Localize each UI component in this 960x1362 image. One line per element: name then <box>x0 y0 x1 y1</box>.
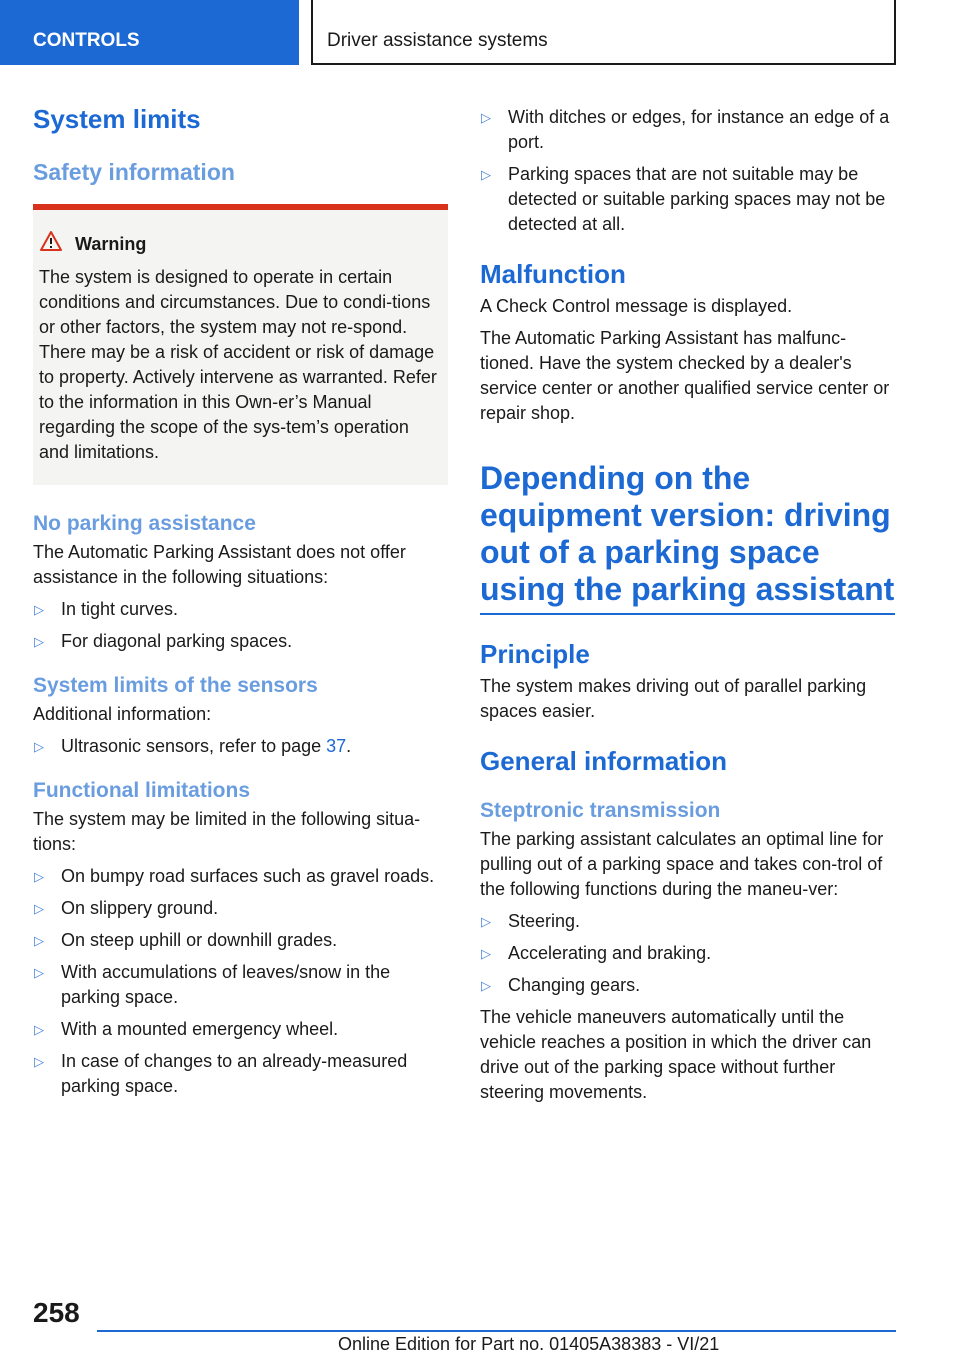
chapter-title-box <box>311 0 896 65</box>
list-item: ▷ On bumpy road surfaces such as gravel roads. <box>33 864 448 889</box>
triangle-bullet-icon: ▷ <box>34 901 44 916</box>
safety-information-heading: Safety information <box>33 159 235 185</box>
triangle-bullet-icon: ▷ <box>34 739 44 754</box>
sensor-list <box>33 734 448 759</box>
driving-out-heading: Depending on the equipment version: driving out of a parking space using the parking assistant <box>480 460 895 615</box>
triangle-bullet-icon: ▷ <box>481 946 491 961</box>
triangle-bullet-icon: ▷ <box>34 1054 44 1069</box>
list-item: ▷ Parking spaces that are not suitable may be detected or suitable parking spaces may not be detected at all. <box>481 164 886 234</box>
section-label: CONTROLS <box>33 30 140 51</box>
warning-box <box>33 204 448 485</box>
malfunction-text-1: A Check Control message is displayed. <box>480 296 793 316</box>
principle-text: The system makes driving out of parallel parking spaces easier. <box>480 676 867 721</box>
no-parking-list <box>33 597 448 654</box>
general-list <box>480 909 895 998</box>
general-intro: The parking assistant calculates an optimal line for pulling out of a parking space and takes con-trol of the following functions during the maneu-ver: <box>480 829 884 899</box>
no-parking-intro: The Automatic Parking Assistant does not offer assistance in the following situations: <box>33 542 406 587</box>
edition-text: Online Edition for Part no. 01405A38383 - VI/21 <box>338 1334 720 1354</box>
page-reference-link[interactable]: 37 <box>326 736 347 756</box>
list-item: ▷ With ditches or edges, for instance an edge of a port. <box>481 107 890 152</box>
warning-text: The system is designed to operate in certain conditions and circumstances. Due to condi-tions or other factors, the system may not re-spond. There may be a risk of accident or risk of damage to property. Actively intervene as warranted. Refer to the information in this Own-er’s Manual regarding the scope of the sys-tem’s operation and limitations. <box>39 267 437 462</box>
list-item: ▷ Accelerating and braking. <box>480 941 895 966</box>
continued-list <box>480 105 895 237</box>
steptronic-heading: Steptronic transmission <box>480 799 721 822</box>
functional-intro: The system may be limited in the following situa-tions: <box>33 809 421 854</box>
chapter-title: Driver assistance systems <box>327 30 548 51</box>
section-tab <box>0 0 299 65</box>
sensor-limits-heading: System limits of the sensors <box>33 674 318 697</box>
triangle-bullet-icon: ▷ <box>34 933 44 948</box>
warning-triangle-icon <box>39 230 75 259</box>
triangle-bullet-icon: ▷ <box>481 110 491 125</box>
malfunction-heading: Malfunction <box>480 259 626 289</box>
triangle-bullet-icon: ▷ <box>481 978 491 993</box>
list-item: ▷ Steering. <box>480 909 895 934</box>
malfunction-text-2: The Automatic Parking Assistant has malfunc-tioned. Have the system checked by a dealer's service center or another qualified service center or repair shop. <box>480 328 890 423</box>
triangle-bullet-icon: ▷ <box>481 914 491 929</box>
footer-divider <box>97 1330 896 1332</box>
no-parking-assistance-heading: No parking assistance <box>33 512 256 535</box>
triangle-bullet-icon: ▷ <box>34 965 44 980</box>
functional-limitations-heading: Functional limitations <box>33 779 251 802</box>
sensor-intro: Additional information: <box>33 704 212 724</box>
right-column <box>480 98 895 1105</box>
triangle-bullet-icon: ▷ <box>34 634 44 649</box>
left-column <box>33 98 448 1099</box>
triangle-bullet-icon: ▷ <box>34 602 44 617</box>
list-item: ▷ On steep uphill or downhill grades. <box>33 928 448 953</box>
list-item: ▷ With a mounted emergency wheel. <box>33 1017 448 1042</box>
list-item: ▷ In case of changes to an already-measured parking space. <box>34 1051 408 1096</box>
general-outro: The vehicle maneuvers automatically until the vehicle reaches a position in which the driver can drive out of the parking space without further steering movements. <box>480 1007 872 1102</box>
page-number: 258 <box>33 1297 80 1328</box>
warning-label: Warning <box>75 234 147 254</box>
list-item: ▷ Changing gears. <box>480 973 895 998</box>
triangle-bullet-icon: ▷ <box>34 869 44 884</box>
list-item: ▷ Ultrasonic sensors, refer to page 37. <box>33 734 448 759</box>
functional-list <box>33 864 448 1099</box>
list-item: ▷ On slippery ground. <box>33 896 448 921</box>
list-item: ▷ In tight curves. <box>33 597 448 622</box>
list-item: ▷ With accumulations of leaves/snow in the parking space. <box>34 962 391 1007</box>
warning-header <box>39 230 442 259</box>
triangle-bullet-icon: ▷ <box>34 1022 44 1037</box>
system-limits-heading: System limits <box>33 104 201 134</box>
list-item: ▷ For diagonal parking spaces. <box>33 629 448 654</box>
principle-heading: Principle <box>480 639 590 669</box>
triangle-bullet-icon: ▷ <box>481 167 491 182</box>
general-information-heading: General information <box>480 746 728 776</box>
